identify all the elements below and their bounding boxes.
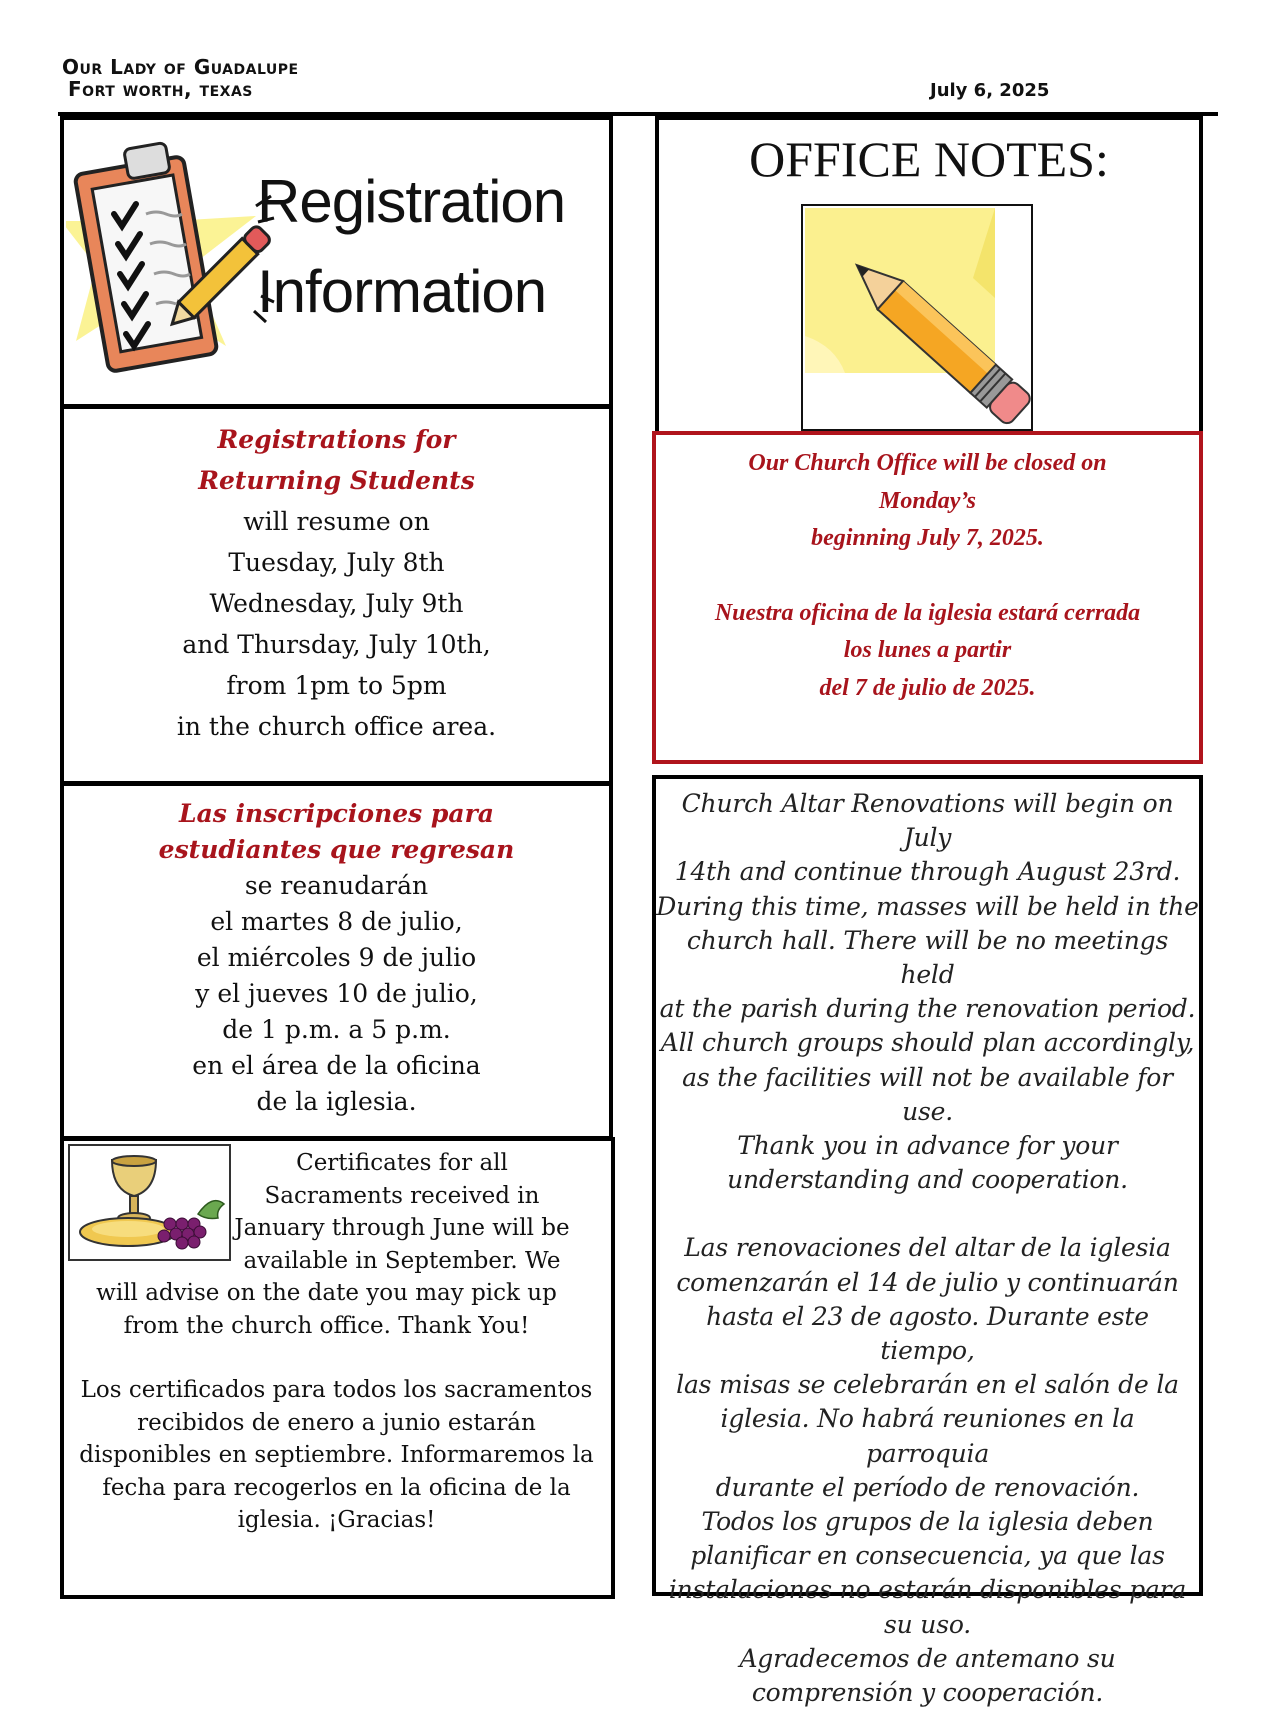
parish-location: Fort worth, texas xyxy=(68,77,253,101)
certificates-box xyxy=(60,1137,615,1599)
registration-spanish-heading: Las inscripciones para estudiantes que regresan xyxy=(158,799,515,864)
chalice-icon xyxy=(70,1146,229,1259)
renovation-spanish: Las renovaciones del altar de la iglesia comenzarán el 14 de julio y continuarán hasta el 23 de agosto. Durante este tiempo, las misas se celebrarán en el salón de la iglesia. No habrá reuniones en la parroquia durante el período de renovación. Todos los grupos de la iglesia deben planificar en consecuencia, ya que las instalaciones no estarán disponibles para su uso. Agradecemos de antemano su comprensión y cooperación. xyxy=(668,1233,1187,1708)
office-closure-notice xyxy=(652,431,1203,764)
banner-title-line2: Information xyxy=(257,258,547,325)
registration-spanish-box xyxy=(60,782,613,1140)
certificates-english-top: Certificates for all Sacraments received in January through June will be available in September. We xyxy=(234,1150,570,1274)
office-notes-box xyxy=(655,116,1203,438)
renovation-english: Church Altar Renovations will begin on July 14th and continue through August 23rd. During this time, masses will be held in the church hall. There will be no meetings held at the parish during the renovation period. All church groups should plan accordingly, as the facilities will not be available for use. Thank you in advance for your understanding and cooperation. xyxy=(656,789,1199,1195)
bulletin-date: July 6, 2025 xyxy=(930,80,1050,101)
office-notes-title: OFFICE NOTES: xyxy=(749,131,1109,187)
registration-english-details: will resume on Tuesday, July 8th Wednesday, July 9th and Thursday, July 10th, from 1pm to 5pm in the church office area. xyxy=(176,507,497,741)
registration-english-box xyxy=(60,405,613,785)
certificates-english-bottom: will advise on the date you may pick up from the church office. Thank You! xyxy=(96,1280,557,1339)
renovation-notice xyxy=(652,775,1203,1708)
closure-english: Our Church Office will be closed on Monday’s beginning July 7, 2025. xyxy=(748,450,1107,551)
notepad-pencil-image xyxy=(801,204,1033,431)
clipboard-checklist-icon xyxy=(66,126,276,396)
certificates-spanish: Los certificados para todos los sacramentos recibidos de enero a junio estarán disponibles en septiembre. Informaremos la fecha para recogerlos en la oficina de la iglesia. ¡Gracias! xyxy=(79,1377,594,1534)
parish-name: Our Lady of Guadalupe xyxy=(62,55,299,79)
chalice-image xyxy=(68,1144,231,1261)
registration-banner xyxy=(60,116,613,408)
registration-english-heading: Registrations for Returning Students xyxy=(198,425,475,495)
closure-spanish: Nuestra oficina de la iglesia estará cerrada los lunes a partir del 7 de julio de 2025. xyxy=(714,599,1141,701)
notepad-pencil-icon xyxy=(803,206,1031,429)
banner-title-line1: Registration xyxy=(257,168,566,235)
registration-spanish-details: se reanudarán el martes 8 de julio, el miércoles 9 de julio y el jueves 10 de julio, de 1 p.m. a 5 p.m. en el área de la oficina de la iglesia. xyxy=(192,871,481,1116)
